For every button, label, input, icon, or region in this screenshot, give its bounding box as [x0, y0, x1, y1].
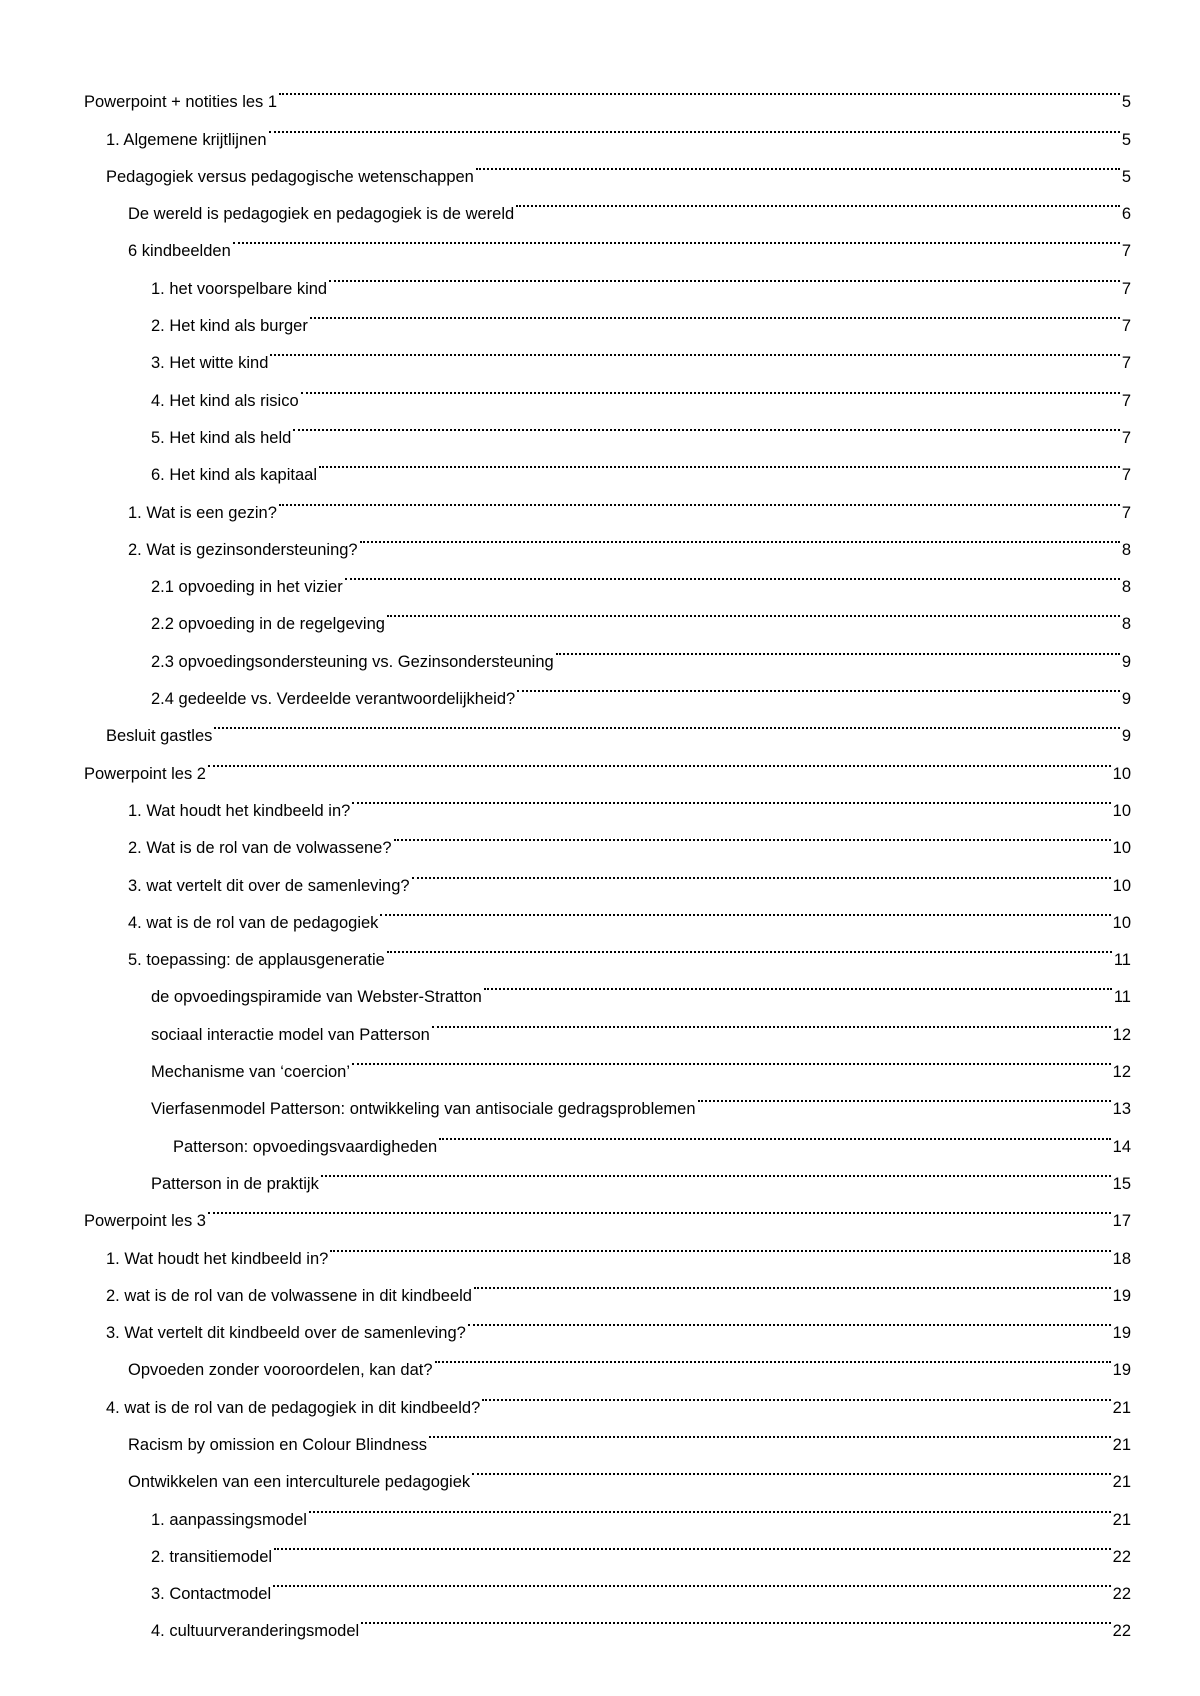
- toc-entry[interactable]: [84, 256, 1131, 298]
- toc-entry-title: 4. cultuurveranderingsmodel: [151, 1622, 360, 1641]
- toc-page-number: 12: [1112, 1025, 1131, 1044]
- toc-entry-title: 6 kindbeelden: [128, 242, 231, 261]
- toc-page-number: 13: [1112, 1100, 1131, 1119]
- toc-page-number: 6: [1121, 205, 1131, 224]
- toc-entry-title: de opvoedingspiramide van Webster-Stratton: [151, 988, 482, 1007]
- toc-entry-title: 5. Het kind als held: [151, 428, 292, 447]
- toc-page-number: 7: [1121, 391, 1131, 410]
- toc-entry-title: 4. wat is de rol van de pedagogiek in dit kindbeeld?: [106, 1398, 481, 1417]
- toc-entry-title: 1. Wat houdt het kindbeeld in?: [128, 801, 351, 820]
- toc-dot-leader: [556, 629, 1120, 666]
- toc-entry-title: Racism by omission en Colour Blindness: [128, 1435, 427, 1454]
- toc-dot-leader: [435, 1338, 1111, 1375]
- toc-page-number: 8: [1121, 615, 1131, 634]
- toc-page-number: 7: [1121, 279, 1131, 298]
- toc-page-number: 7: [1121, 428, 1131, 447]
- toc-page-number: 7: [1121, 466, 1131, 485]
- toc-page-number: 11: [1113, 988, 1131, 1007]
- toc-entry-title: 1. aanpassingsmodel: [151, 1510, 307, 1529]
- toc-page-number: 12: [1112, 1063, 1131, 1082]
- toc-page-number: 19: [1112, 1324, 1131, 1343]
- toc-page-number: 7: [1121, 242, 1131, 261]
- toc-page-number: 9: [1121, 727, 1131, 746]
- toc-page-number: 10: [1112, 876, 1131, 895]
- toc-page-number: 21: [1112, 1435, 1131, 1454]
- toc-dot-leader: [468, 1301, 1111, 1338]
- toc-entry-title: 1. Wat houdt het kindbeeld in?: [106, 1249, 329, 1268]
- toc-entry-title: 2. Wat is de rol van de volwassene?: [128, 839, 392, 858]
- toc-entry-title: Powerpoint les 3: [84, 1212, 206, 1231]
- toc-entry-title: Besluit gastles: [106, 727, 213, 746]
- toc-page-number: 21: [1112, 1473, 1131, 1492]
- toc-dot-leader: [279, 70, 1120, 107]
- toc-dot-leader: [387, 592, 1120, 629]
- toc-dot-leader: [270, 331, 1119, 368]
- toc-entry-title: Powerpoint + notities les 1: [84, 93, 278, 112]
- toc-entry-title: 2.3 opvoedingsondersteuning vs. Gezinsondersteuning: [151, 652, 554, 671]
- toc-entry[interactable]: [84, 1226, 1131, 1268]
- toc-page-number: 11: [1113, 951, 1131, 970]
- toc-page-number: 5: [1121, 93, 1131, 112]
- toc-dot-leader: [214, 704, 1119, 741]
- toc-dot-leader: [484, 965, 1112, 1002]
- toc-entry[interactable]: [84, 779, 1131, 820]
- toc-entry-title: 1. het voorspelbare kind: [151, 279, 328, 298]
- toc-entry-title: 3. Contactmodel: [151, 1585, 272, 1604]
- toc-entry[interactable]: [84, 1189, 1131, 1231]
- toc-dot-leader: [482, 1375, 1110, 1412]
- toc-dot-leader: [412, 853, 1111, 890]
- toc-dot-leader: [380, 891, 1110, 928]
- toc-dot-leader: [208, 741, 1111, 778]
- toc-dot-leader: [360, 518, 1120, 555]
- toc-page-number: 21: [1112, 1510, 1131, 1529]
- toc-entry-title: 2. transitiemodel: [151, 1547, 273, 1566]
- toc-entry-title: Ontwikkelen van een interculturele pedagogiek: [128, 1473, 471, 1492]
- toc-page-number: 10: [1112, 764, 1131, 783]
- toc-entry-title: Vierfasenmodel Patterson: ontwikkeling van antisociale gedragsproblemen: [151, 1100, 696, 1119]
- toc-page-number: 14: [1112, 1137, 1131, 1156]
- toc-page-number: 19: [1112, 1286, 1131, 1305]
- toc-page-number: 8: [1121, 578, 1131, 597]
- toc-dot-leader: [517, 667, 1120, 704]
- toc-entry-title: 2.2 opvoeding in de regelgeving: [151, 615, 385, 634]
- toc-entry-title: 1. Algemene krijtlijnen: [106, 130, 267, 149]
- toc-dot-leader: [279, 480, 1120, 517]
- toc-dot-leader: [476, 145, 1120, 182]
- toc-dot-leader: [329, 256, 1120, 293]
- toc-entry-title: 2.1 opvoeding in het vizier: [151, 578, 343, 597]
- toc-dot-leader: [345, 555, 1120, 592]
- toc-page-number: 5: [1121, 130, 1131, 149]
- toc-dot-leader: [321, 1152, 1111, 1189]
- toc-page-number: 21: [1112, 1398, 1131, 1417]
- toc-entry[interactable]: [84, 741, 1131, 783]
- toc-dot-leader: [698, 1077, 1111, 1114]
- toc-dot-leader: [516, 182, 1120, 219]
- toc-entry-title: 2. wat is de rol van de volwassene in dit kindbeeld: [106, 1286, 472, 1305]
- toc-page-number: 15: [1112, 1174, 1131, 1193]
- toc-dot-leader: [301, 368, 1120, 405]
- toc-dot-leader: [269, 107, 1120, 144]
- toc-dot-leader: [310, 294, 1120, 331]
- toc-entry-title: Pedagogiek versus pedagogische wetenschappen: [106, 167, 474, 186]
- toc-page-number: 7: [1121, 317, 1131, 336]
- toc-entry-title: 4. wat is de rol van de pedagogiek: [128, 913, 379, 932]
- toc-dot-leader: [432, 1002, 1111, 1039]
- toc-page-number: 7: [1121, 354, 1131, 373]
- toc-entry-title: Opvoeden zonder vooroordelen, kan dat?: [128, 1361, 433, 1380]
- toc-page-number: 22: [1112, 1547, 1131, 1566]
- toc-entry-title: 2. Het kind als burger: [151, 317, 308, 336]
- toc-dot-leader: [319, 443, 1120, 480]
- toc-entry-title: 3. wat vertelt dit over de samenleving?: [128, 876, 410, 895]
- toc-dot-leader: [274, 1525, 1111, 1562]
- toc-page-number: 22: [1112, 1585, 1131, 1604]
- toc-page-number: 7: [1121, 503, 1131, 522]
- toc-dot-leader: [472, 1450, 1111, 1487]
- toc-entry[interactable]: [84, 70, 1131, 112]
- toc-dot-leader: [387, 928, 1112, 965]
- toc-entry-title: De wereld is pedagogiek en pedagogiek is de wereld: [128, 205, 515, 224]
- toc-dot-leader: [429, 1413, 1111, 1450]
- table-of-contents: [84, 70, 1131, 1641]
- toc-entry-title: Powerpoint les 2: [84, 764, 206, 783]
- toc-entry-title: 3. Wat vertelt dit kindbeeld over de samenleving?: [106, 1324, 466, 1343]
- toc-dot-leader: [394, 816, 1111, 853]
- toc-dot-leader: [352, 1040, 1111, 1077]
- toc-dot-leader: [233, 219, 1120, 256]
- toc-page-number: 5: [1121, 167, 1131, 186]
- toc-dot-leader: [474, 1264, 1111, 1301]
- toc-entry-title: 3. Het witte kind: [151, 354, 269, 373]
- toc-page-number: 10: [1112, 913, 1131, 932]
- toc-page-number: 18: [1112, 1249, 1131, 1268]
- toc-dot-leader: [273, 1562, 1110, 1599]
- toc-page-number: 19: [1112, 1361, 1131, 1380]
- toc-entry[interactable]: [84, 704, 1131, 746]
- toc-entry-title: 6. Het kind als kapitaal: [151, 466, 318, 485]
- toc-dot-leader: [293, 406, 1119, 443]
- toc-dot-leader: [309, 1487, 1111, 1524]
- toc-entry-title: 2. Wat is gezinsondersteuning?: [128, 540, 358, 559]
- toc-entry-title: Mechanisme van ‘coercion’: [151, 1063, 351, 1082]
- toc-dot-leader: [330, 1226, 1110, 1263]
- toc-dot-leader: [208, 1189, 1111, 1226]
- toc-dot-leader: [439, 1114, 1110, 1151]
- toc-page-number: 17: [1112, 1212, 1131, 1231]
- toc-page-number: 22: [1112, 1622, 1131, 1641]
- toc-entry-title: Patterson in de praktijk: [151, 1174, 319, 1193]
- toc-entry-title: Patterson: opvoedingsvaardigheden: [173, 1137, 438, 1156]
- toc-entry-title: 5. toepassing: de applausgeneratie: [128, 951, 385, 970]
- toc-entry-title: 1. Wat is een gezin?: [128, 503, 277, 522]
- toc-page-number: 10: [1112, 801, 1131, 820]
- toc-entry[interactable]: [84, 219, 1131, 261]
- toc-entry-title: 2.4 gedeelde vs. Verdeelde verantwoordelijkheid?: [151, 690, 516, 709]
- toc-page-number: 10: [1112, 839, 1131, 858]
- toc-dot-leader: [352, 779, 1110, 816]
- toc-page-number: 9: [1121, 690, 1131, 709]
- toc-dot-leader: [361, 1599, 1110, 1636]
- toc-entry-title: sociaal interactie model van Patterson: [151, 1025, 430, 1044]
- toc-page-number: 9: [1121, 652, 1131, 671]
- toc-page-number: 8: [1121, 540, 1131, 559]
- toc-entry-title: 4. Het kind als risico: [151, 391, 299, 410]
